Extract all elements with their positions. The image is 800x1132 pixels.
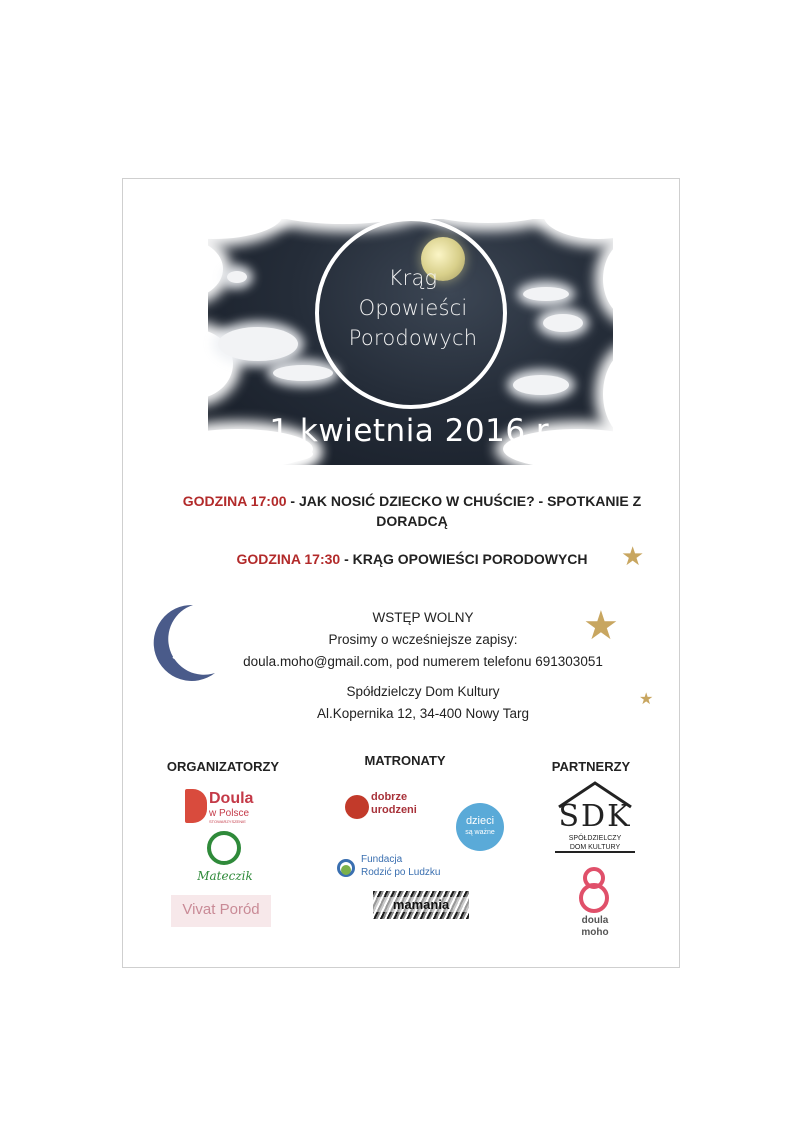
event-poster xyxy=(122,178,680,968)
venue-address: Al.Kopernika 12, 34-400 Nowy Targ xyxy=(316,706,530,721)
title-line: Porodowych xyxy=(348,326,478,350)
cloud xyxy=(523,287,569,301)
info-block xyxy=(193,607,653,673)
logo-text: mamania xyxy=(373,897,469,912)
logo-text: Rodzić po Ludzku xyxy=(361,867,441,878)
doula-w-polsce-logo xyxy=(185,789,265,825)
logo-text: doula xyxy=(581,915,609,926)
star-icon: ★ xyxy=(583,604,619,648)
logo-text: STOWARZYSZENIE xyxy=(209,819,246,824)
logo-text: Vivat Poród xyxy=(182,901,260,918)
logo-text: SPÓŁDZIELCZY xyxy=(568,835,622,842)
schedule-time: GODZINA 17:00 xyxy=(182,493,287,509)
title-line: Opowieści xyxy=(358,296,468,320)
cloud xyxy=(273,365,333,381)
schedule-text: - KRĄG OPOWIEŚCI PORODOWYCH xyxy=(340,551,588,567)
star-icon: ★ xyxy=(639,691,654,708)
cloud xyxy=(413,183,563,223)
fundacja-rodzic-po-ludzku-logo xyxy=(337,853,467,883)
logo-text: są ważne xyxy=(465,829,495,836)
schedule-item-1 xyxy=(167,491,657,531)
cloud xyxy=(543,189,653,239)
logo-text: Doula xyxy=(209,790,254,807)
cloud xyxy=(603,239,663,319)
logo-text: w Polsce xyxy=(209,808,250,819)
venue-name: Spółdzielczy Dom Kultury xyxy=(346,684,500,699)
schedule-time: GODZINA 17:30 xyxy=(236,551,341,567)
event-date: 1 kwietnia 2016 r. xyxy=(269,413,557,449)
organizers-heading: ORGANIZATORZY xyxy=(166,759,280,774)
logo-text: urodzeni xyxy=(371,804,417,816)
sdk-logo xyxy=(555,779,635,861)
venue-block xyxy=(213,681,633,725)
poster-title xyxy=(333,263,493,353)
signup-text: Prosimy o wcześniejsze zapisy: xyxy=(328,632,518,647)
mateczik-logo xyxy=(193,831,257,889)
logo-text: DOM KULTURY xyxy=(555,844,635,853)
logo-text: dobrze xyxy=(371,791,408,803)
cloud xyxy=(227,271,247,283)
dobrze-urodzeni-logo xyxy=(345,789,425,823)
logo-text: SDK xyxy=(558,799,632,834)
cloud xyxy=(143,239,223,299)
mamania-logo xyxy=(373,891,469,919)
cloud xyxy=(513,375,569,395)
vivat-porod-logo xyxy=(171,895,271,927)
cloud xyxy=(603,349,663,439)
cloud xyxy=(218,327,298,361)
logo-text: Mateczik xyxy=(197,869,253,883)
logo-text: Fundacja xyxy=(361,854,403,865)
title-line: Krąg xyxy=(388,266,438,290)
logo-text: moho xyxy=(581,927,609,938)
schedule-text: - JAK NOSIĆ DZIECKO W CHUŚCIE? - SPOTKANIE Z DORADCĄ xyxy=(286,493,642,529)
logo-text: dzieci xyxy=(465,815,495,827)
cloud xyxy=(543,314,583,332)
doula-moho-logo xyxy=(571,867,619,943)
schedule-item-2 xyxy=(167,551,657,567)
star-icon: ★ xyxy=(621,541,645,571)
patrons-heading: MATRONATY xyxy=(364,753,446,768)
entry-text: WSTĘP WOLNY xyxy=(372,610,474,625)
dzieci-sa-wazne-logo xyxy=(456,803,504,851)
contact-text: doula.moho@gmail.com, pod numerem telefonu 691303051 xyxy=(243,654,603,669)
partners-heading: PARTNERZY xyxy=(551,759,631,774)
